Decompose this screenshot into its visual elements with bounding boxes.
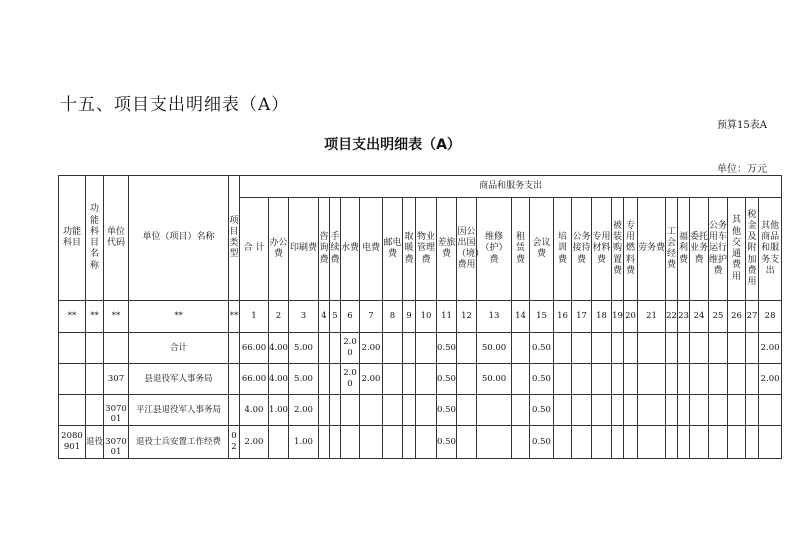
index-cell: 17 <box>572 301 592 333</box>
index-cell: 19 <box>612 301 624 333</box>
cell-name: 县退役军人事务局 <box>129 364 229 395</box>
col-labor: 劳务费 <box>638 198 666 301</box>
cell-water: 2.00 <box>341 333 360 364</box>
cell-fname <box>86 395 104 426</box>
cell-maintenance <box>477 395 512 426</box>
cell-other <box>759 426 782 459</box>
cell-func: 2080901 <box>59 426 86 459</box>
cell-electricity <box>360 426 383 459</box>
col-electricity: 电费 <box>360 198 383 301</box>
index-cell: 18 <box>592 301 612 333</box>
cell-printing: 2.00 <box>289 395 319 426</box>
col-tax: 税金及附加费用 <box>746 198 759 301</box>
cell-electricity <box>360 395 383 426</box>
cell-func <box>59 395 86 426</box>
col-commission: 委托业务费 <box>690 198 709 301</box>
cell-travel: 0.50 <box>437 395 457 426</box>
cell-meeting: 0.50 <box>530 426 554 459</box>
index-cell: 25 <box>709 301 728 333</box>
cell-fname <box>86 333 104 364</box>
cell-other <box>759 395 782 426</box>
index-cell: 6 <box>341 301 360 333</box>
cell-maintenance <box>477 426 512 459</box>
index-cell: ** <box>104 301 129 333</box>
table-row <box>59 364 782 395</box>
index-cell: 15 <box>530 301 554 333</box>
cell-travel: 0.50 <box>437 426 457 459</box>
index-cell: 3 <box>289 301 319 333</box>
col-travel: 差旅费 <box>437 198 457 301</box>
col-union: 工会经费 <box>666 198 678 301</box>
cell-total: 2.00 <box>240 426 269 459</box>
col-project-type: 项目类型 <box>229 176 240 301</box>
col-postal: 邮电费 <box>383 198 403 301</box>
col-property: 物业管理费 <box>416 198 437 301</box>
table-row <box>59 333 782 364</box>
index-cell: 8 <box>383 301 403 333</box>
index-cell: ** <box>229 301 240 333</box>
col-equipment: 被装购置费 <box>612 198 624 301</box>
expense-table <box>58 175 782 459</box>
document-title: 项目支出明细表（A） <box>324 137 461 153</box>
group-header: 商品和服务支出 <box>240 176 782 198</box>
col-office: 办公费 <box>269 198 289 301</box>
col-consulting: 咨询费 <box>319 198 330 301</box>
cell-travel: 0.50 <box>437 333 457 364</box>
table-row <box>59 426 782 459</box>
cell-name: 平江县退役军人事务局 <box>129 395 229 426</box>
index-cell: 1 <box>240 301 269 333</box>
index-cell: 21 <box>638 301 666 333</box>
col-rental: 租赁费 <box>512 198 530 301</box>
cell-name: 合计 <box>129 333 229 364</box>
index-cell: 20 <box>624 301 638 333</box>
cell-water: 2.00 <box>341 364 360 395</box>
col-reception: 公务接待费 <box>572 198 592 301</box>
index-cell: 22 <box>666 301 678 333</box>
col-other: 其他商品和服务支出 <box>759 198 782 301</box>
index-cell: 27 <box>746 301 759 333</box>
col-printing: 印刷费 <box>289 198 319 301</box>
index-cell: 14 <box>512 301 530 333</box>
cell-printing: 5.00 <box>289 333 319 364</box>
cell-func <box>59 364 86 395</box>
col-welfare: 福利费 <box>678 198 690 301</box>
form-code: 预算15表A <box>717 120 767 131</box>
index-cell: 7 <box>360 301 383 333</box>
cell-fname <box>86 364 104 395</box>
section-heading: 十五、项目支出明细表（A） <box>60 95 290 115</box>
cell-total: 66.00 <box>240 333 269 364</box>
cell-electricity: 2.00 <box>360 364 383 395</box>
cell-ptype <box>229 333 240 364</box>
cell-code <box>104 333 129 364</box>
col-meeting: 会议费 <box>530 198 554 301</box>
col-vehicle: 公务用车运行维护费 <box>709 198 728 301</box>
table-row <box>59 395 782 426</box>
index-cell: 23 <box>678 301 690 333</box>
col-func-subject: 功能科目 <box>59 176 86 301</box>
col-unit-code: 单位代码 <box>104 176 129 301</box>
index-cell: 16 <box>554 301 572 333</box>
cell-ptype: 02 <box>229 426 240 459</box>
cell-code: 307001 <box>104 395 129 426</box>
index-cell: ** <box>129 301 229 333</box>
cell-meeting: 0.50 <box>530 364 554 395</box>
col-materials: 专用材料费 <box>592 198 612 301</box>
col-fees: 手续费 <box>330 198 341 301</box>
cell-meeting: 0.50 <box>530 395 554 426</box>
index-cell: ** <box>86 301 104 333</box>
cell-office <box>269 426 289 459</box>
col-water: 水费 <box>341 198 360 301</box>
index-cell: ** <box>59 301 86 333</box>
cell-other: 2.00 <box>759 333 782 364</box>
index-cell: 13 <box>477 301 512 333</box>
col-total: 合 计 <box>240 198 269 301</box>
index-cell: 24 <box>690 301 709 333</box>
cell-meeting: 0.50 <box>530 333 554 364</box>
index-cell: 5 <box>330 301 341 333</box>
col-heating: 取暖费 <box>403 198 416 301</box>
cell-electricity: 2.00 <box>360 333 383 364</box>
cell-ptype <box>229 395 240 426</box>
cell-printing: 5.00 <box>289 364 319 395</box>
cell-other: 2.00 <box>759 364 782 395</box>
index-cell: 28 <box>759 301 782 333</box>
index-cell: 26 <box>728 301 746 333</box>
col-maintenance: 维修（护）费 <box>477 198 512 301</box>
cell-name: 退役士兵安置工作经费 <box>129 426 229 459</box>
col-training: 培训费 <box>554 198 572 301</box>
cell-office: 1.00 <box>269 395 289 426</box>
cell-office: 4.00 <box>269 364 289 395</box>
col-unit-name: 单位（项目）名称 <box>129 176 229 301</box>
index-cell: 9 <box>403 301 416 333</box>
index-cell: 10 <box>416 301 437 333</box>
col-transport: 其他交通费用 <box>728 198 746 301</box>
cell-maintenance: 50.00 <box>477 333 512 364</box>
col-abroad: 因公出国（境）费用 <box>457 198 477 301</box>
cell-travel: 0.50 <box>437 364 457 395</box>
cell-maintenance: 50.00 <box>477 364 512 395</box>
col-fuel: 专用燃料费 <box>624 198 638 301</box>
cell-code: 307 <box>104 364 129 395</box>
index-cell: 12 <box>457 301 477 333</box>
cell-ptype <box>229 364 240 395</box>
unit-label: 单位：万元 <box>717 164 767 175</box>
cell-water <box>341 426 360 459</box>
cell-total: 4.00 <box>240 395 269 426</box>
cell-total: 66.00 <box>240 364 269 395</box>
cell-code: 307001 <box>104 426 129 459</box>
cell-func <box>59 333 86 364</box>
cell-printing: 1.00 <box>289 426 319 459</box>
cell-fname: 退役 <box>86 426 104 459</box>
index-cell: 2 <box>269 301 289 333</box>
cell-office: 4.00 <box>269 333 289 364</box>
index-cell: 4 <box>319 301 330 333</box>
cell-water <box>341 395 360 426</box>
col-func-name: 功能科目名称 <box>86 176 104 301</box>
index-cell: 11 <box>437 301 457 333</box>
